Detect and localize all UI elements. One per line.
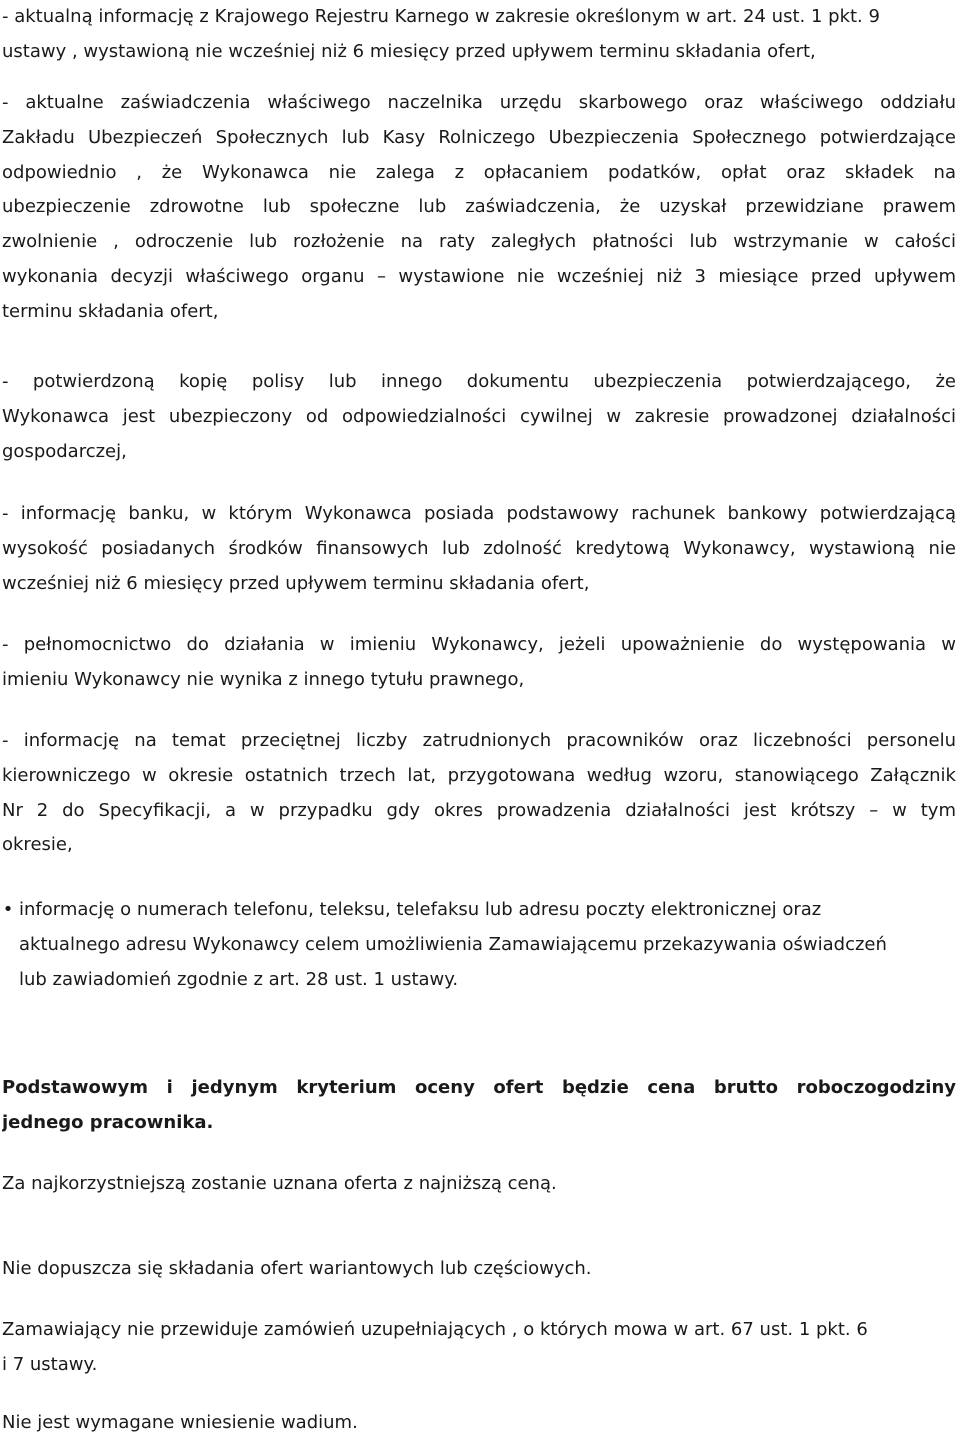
paragraph-lowest-price (2, 1167, 956, 1202)
text-line: Nie dopuszcza się składania ofert wariantowych lub częściowych. (2, 1258, 592, 1279)
text-line: - informację na temat przeciętnej liczby zatrudnionych pracowników oraz liczebności personelu (2, 730, 956, 751)
text-line: ustawy , wystawioną nie wcześniej niż 6 miesięcy przed upływem terminu składania ofert, (2, 40, 816, 62)
text-line: Za najkorzystniejszą zostanie uznana oferta z najniższą ceną. (2, 1173, 557, 1194)
text-line: Podstawowym i jedynym kryterium oceny ofert będzie cena brutto roboczogodziny (2, 1077, 956, 1098)
text-line: Nie jest wymagane wniesienie wadium. (2, 1412, 358, 1433)
text-line: - potwierdzoną kopię polisy lub innego dokumentu ubezpieczenia potwierdzającego, że (2, 371, 956, 392)
text-line: odpowiednio , że Wykonawca nie zalega z opłacaniem podatków, opłat oraz składek na (2, 161, 956, 183)
text-line: okresie, (2, 834, 73, 856)
paragraph-tax-certificates (2, 86, 956, 330)
bullet-item-contact-info (19, 893, 956, 997)
paragraph-supplementary-orders (2, 1313, 956, 1383)
text-line: wysokość posiadanych środków finansowych lub zdolność kredytową Wykonawcy, wystawioną nie (2, 537, 956, 559)
text-line: wcześniej niż 6 miesięcy przed upływem terminu składania ofert, (2, 572, 590, 594)
paragraph-insurance-policy (2, 365, 956, 469)
text-line: lub zawiadomień zgodnie z art. 28 ust. 1 ustawy. (19, 968, 459, 990)
text-line: - aktualną informację z Krajowego Rejestru Karnego w zakresie określonym w art. 24 ust. 1 pkt. 9 (2, 6, 880, 27)
text-line: aktualnego adresu Wykonawcy celem umożliwienia Zamawiającemu przekazywania oświadczeń (19, 933, 887, 955)
text-line: Wykonawca jest ubezpieczony od odpowiedzialności cywilnej w zakresie prowadzonej działalności (2, 405, 956, 427)
text-line: gospodarczej, (2, 440, 127, 462)
text-line: - informację banku, w którym Wykonawca posiada podstawowy rachunek bankowy potwierdzającą (2, 503, 956, 524)
text-line: informację o numerach telefonu, teleksu, telefaksu lub adresu poczty elektronicznej oraz (19, 899, 822, 920)
paragraph-deposit (2, 1408, 956, 1438)
text-line: kierowniczego w okresie ostatnich trzech lat, przygotowana według wzoru, stanowiącego Załącznik (2, 764, 956, 786)
paragraph-power-of-attorney (2, 628, 956, 698)
text-line: wykonania decyzji właściwego organu – wystawione nie wcześniej niż 3 miesiące przed upływem (2, 265, 956, 287)
text-line: i 7 ustawy. (2, 1353, 98, 1375)
bullet-marker-icon: • (2, 899, 14, 920)
paragraph-bank-information (2, 497, 956, 601)
paragraph-employment-info (2, 724, 956, 863)
text-line: zwolnienie , odroczenie lub rozłożenie na raty zaległych płatności lub wstrzymanie w całości (2, 231, 956, 253)
paragraph-criminal-record (2, 0, 956, 70)
paragraph-evaluation-criterion (2, 1071, 956, 1141)
text-line: Nr 2 do Specyfikacji, a w przypadku gdy okres prowadzenia działalności jest krótszy – w tym (2, 799, 956, 821)
text-line: jednego pracownika. (2, 1111, 214, 1133)
text-line: imieniu Wykonawcy nie wynika z innego tytułu prawnego, (2, 668, 525, 690)
paragraph-no-variant-offers (2, 1252, 956, 1287)
text-line: Zakładu Ubezpieczeń Społecznych lub Kasy Rolniczego Ubezpieczenia Społecznego potwierdzające (2, 126, 956, 148)
text-line: - aktualne zaświadczenia właściwego naczelnika urzędu skarbowego oraz właściwego oddziału (2, 92, 956, 113)
text-line: ubezpieczenie zdrowotne lub społeczne lub zaświadczenia, że uzyskał przewidziane prawem (2, 196, 956, 218)
text-line: Zamawiający nie przewiduje zamówień uzupełniających , o których mowa w art. 67 ust. 1 pkt. 6 (2, 1319, 868, 1340)
text-line: - pełnomocnictwo do działania w imieniu Wykonawcy, jeżeli upoważnienie do występowania w (2, 634, 956, 655)
text-line: terminu składania ofert, (2, 300, 219, 322)
